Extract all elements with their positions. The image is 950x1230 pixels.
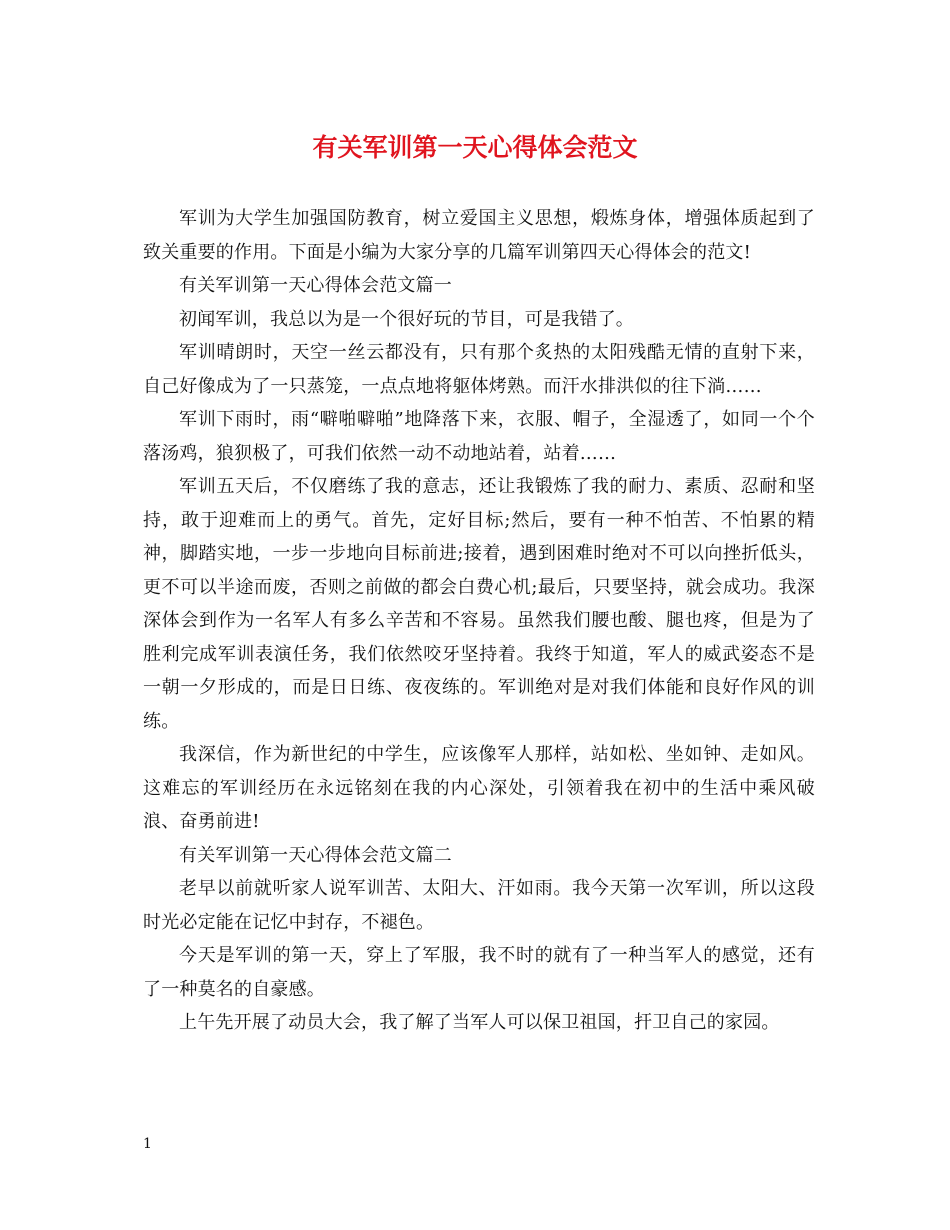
page-title: 有关军训第一天心得体会范文	[312, 133, 638, 162]
section-heading-1: 有关军训第一天心得体会范文篇一	[179, 275, 452, 296]
body-paragraph: 军训晴朗时，天空一丝云都没有，只有那个炙热的太阳残酷无情的直射下来，自己好像成为了一只蒸笼，一点点地将躯体烤熟。而汗水排洪似的往下淌……	[143, 342, 815, 397]
document-body	[143, 202, 815, 1040]
page-number: 1	[143, 1136, 152, 1152]
body-paragraph: 上午先开展了动员大会，我了解了当军人可以保卫祖国，扞卫自己的家园。	[179, 1012, 780, 1033]
body-paragraph: 初闻军训，我总以为是一个很好玩的节目，可是我错了。	[179, 308, 634, 330]
body-paragraph: 军训下雨时，雨“噼啪噼啪”地降落下来，衣服、帽子，全湿透了，如同一个个落汤鸡，狼狈极了，可我们依然一动不动地站着，站着……	[143, 409, 815, 464]
body-paragraph: 我深信，作为新世纪的中学生，应该像军人那样，站如松、坐如钟、走如风。这难忘的军训经历在永远铭刻在我的内心深处，引领着我在初中的生活中乘风破浪、奋勇前进!	[143, 744, 815, 832]
body-paragraph: 军训五天后，不仅磨练了我的意志，还让我锻炼了我的耐力、素质、忍耐和坚持，敢于迎难而上的勇气。首先，定好目标;然后，要有一种不怕苦、不怕累的精神，脚踏实地，一步一步地向目标前进;接着，遇到困难时绝对不可以向挫折低头，更不可以半途而废，否则之前做的都会白费心机;最后，只要坚持，就会成功。我深深体会到作为一名军人有多么辛苦和不容易。虽然我们腰也酸、腿也疼，但是为了胜利完成军训表演任务，我们依然咬牙坚持着。我终于知道，军人的威武姿态不是一朝一夕形成的，而是日日练、夜夜练的。军训绝对是对我们体能和良好作风的训练。	[143, 476, 815, 732]
intro-paragraph: 军训为大学生加强国防教育，树立爱国主义思想，煅炼身体，增强体质起到了致关重要的作用。下面是小编为大家分享的几篇军训第四天心得体会的范文!	[143, 208, 815, 263]
body-paragraph: 今天是军训的第一天，穿上了军服，我不时的就有了一种当军人的感觉，还有了一种莫名的自豪感。	[143, 945, 815, 1000]
body-paragraph: 老早以前就听家人说军训苦、太阳大、汗如雨。我今天第一次军训，所以这段时光必定能在记忆中封存，不褪色。	[143, 878, 815, 933]
section-heading-2: 有关军训第一天心得体会范文篇二	[179, 844, 452, 866]
